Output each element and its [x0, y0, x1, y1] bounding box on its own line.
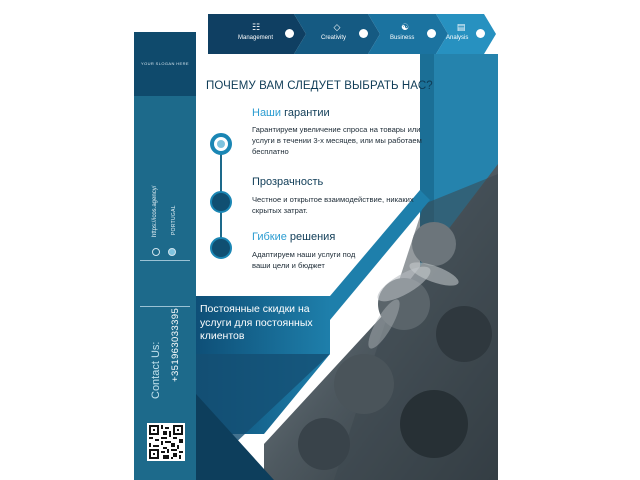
nav-dot-2	[359, 29, 368, 38]
feature-text-guarantees: Гарантируем увеличение спроса на товары или услуги в течении 3-х месяцев, или мы работаем бесплатно	[252, 125, 422, 156]
timeline-dot-3	[210, 237, 232, 259]
handshake-icon: ☯	[400, 22, 410, 32]
nav-ribbon	[208, 14, 498, 54]
nav-label-creativity: Creativity	[321, 35, 347, 41]
phone-number[interactable]: +351963033395	[170, 307, 181, 382]
feature-text-transparency: Честное и открытое взаимодействие, никаких скрытых затрат.	[252, 195, 414, 215]
qr-code-image	[149, 425, 183, 459]
feature-title-main: гарантии	[281, 107, 330, 119]
nav-dot-4	[476, 29, 485, 38]
feature-title-main: решения	[286, 231, 336, 243]
diamond-icon: ◇	[333, 22, 341, 32]
slogan: YOUR SLOGAN HERE	[141, 61, 189, 66]
nav-label-management: Management	[238, 35, 274, 41]
country-label: PORTUGAL	[171, 205, 177, 235]
flyer	[134, 14, 498, 480]
org-chart-icon: ☷	[251, 22, 261, 32]
feature-title-flexible	[252, 231, 335, 243]
nav-dot-3	[427, 29, 436, 38]
contact-label: Contact Us:	[150, 341, 162, 399]
feature-text-flexible: Адаптируем наши услуги под ваши цели и бюджет	[252, 250, 356, 270]
link-icon	[152, 248, 160, 256]
timeline-dot-2	[210, 191, 232, 213]
qr-code[interactable]	[147, 423, 185, 461]
website-url[interactable]: https://icos.agency/	[152, 185, 158, 237]
arrow-navigation	[208, 14, 498, 54]
globe-icon	[168, 248, 176, 256]
sidebar	[134, 32, 196, 480]
nav-label-analysis: Analysis	[446, 35, 469, 41]
timeline-dot-1	[210, 133, 232, 155]
feature-title-accent: Наши	[252, 107, 282, 119]
discount-text: Постоянные скидки на услуги для постоянных клиентов	[200, 303, 313, 342]
sidebar-divider	[140, 260, 190, 261]
feature-title-main: Прозрачность	[252, 176, 324, 188]
feature-title-guarantees	[252, 107, 330, 119]
sidebar-divider-2	[140, 306, 190, 307]
feature-title-accent: Гибкие	[252, 231, 287, 243]
nav-dot-1	[285, 29, 294, 38]
nav-label-business: Business	[390, 35, 415, 41]
bar-chart-icon: ▤	[456, 22, 466, 32]
headline: ПОЧЕМУ ВАМ СЛЕДУЕТ ВЫБРАТЬ НАС?	[206, 80, 433, 92]
feature-title-transparency	[252, 176, 323, 188]
